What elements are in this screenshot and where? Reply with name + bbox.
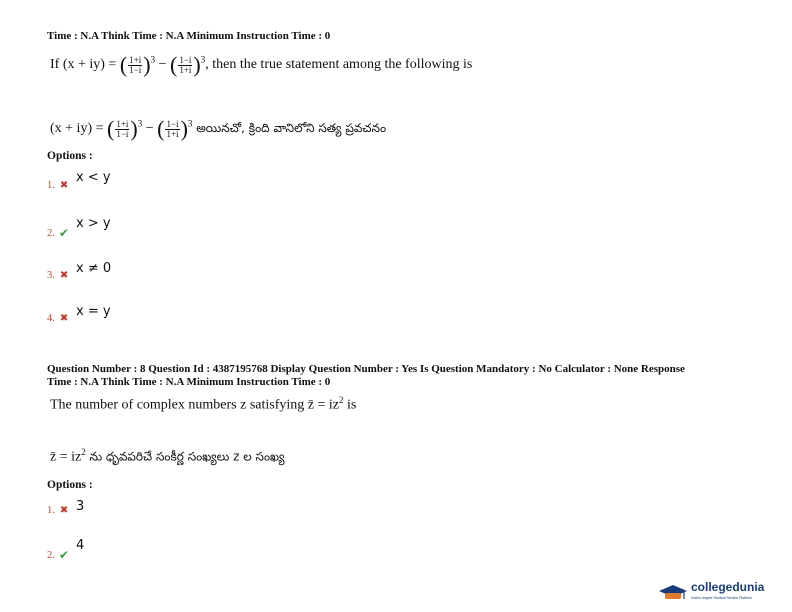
te-frac-a (115, 120, 129, 139)
logo-text: collegedunia (691, 580, 765, 594)
te-frac-a-num: 1+i (116, 118, 129, 129)
q7-meta: Time : N.A Think Time : N.A Minimum Instruction Time : 0 (47, 30, 331, 42)
option-num: 2. (47, 549, 55, 561)
graduation-cap-icon (658, 583, 688, 603)
q8-en-text: The number of complex numbers z satisfying z̄ = iz (50, 397, 339, 413)
check-icon: ✔ (58, 548, 69, 562)
q8-en-sup: 2 (338, 395, 344, 405)
power-b: 3 (200, 54, 206, 65)
wrong-icon: ✖ (59, 505, 69, 516)
q7-en-suffix: , then the true statement among the following is (205, 57, 473, 73)
q7-en-prefix: If (x + iy) = (50, 57, 120, 73)
q7-option-1-number[interactable] (47, 180, 68, 191)
te-power-a: 3 (137, 118, 143, 129)
frac-b-den: 1+i (179, 64, 192, 75)
q7-option-2-value: x > y (76, 216, 111, 231)
q7-te-prefix: (x + iy) = (50, 121, 108, 137)
power-a: 3 (150, 54, 156, 65)
logo-tagline: India's largest Student Review Platform (691, 596, 752, 600)
te-frac-b-den: 1+i (166, 128, 179, 139)
q7-option-3-number[interactable] (47, 270, 68, 281)
q7-telugu: (x + iy) = ( $\frac{1+i}{1-i}$ )$^3$ − ( $\frac{1-i}{1+i}$ )$^3$ అయినచో, క్రింది వానిలోని సత్య ప్రవచనం (50, 116, 387, 141)
q7-option-2-number[interactable] (47, 226, 69, 240)
q8-option-1-value: 3 (76, 499, 85, 514)
q7-option-4-number[interactable] (47, 313, 68, 324)
te-power-b: 3 (187, 118, 193, 129)
q8-english (50, 395, 356, 414)
te-frac-b-num: 1−i (166, 118, 179, 129)
q8-option-1-number[interactable] (47, 505, 68, 516)
check-icon: ✔ (58, 226, 69, 240)
q7-option-4-value: x = y (76, 304, 111, 319)
q8-telugu (50, 447, 284, 467)
q7-option-1-value: x < y (76, 170, 111, 185)
option-num: 2. (47, 227, 55, 239)
option-num: 3. (47, 270, 55, 281)
q7-options-label: Options : (47, 150, 93, 162)
frac-a (128, 56, 142, 75)
q7-te-suffix: అయినచో, క్రింది వానిలోని సత్య ప్రవచనం (192, 121, 387, 136)
wrong-icon: ✖ (59, 180, 69, 191)
q7-english: If (x + iy) = ( $\frac{1+i}{1-i}$ )$^3$ − ( $\frac{1-i}{1+i}$ )$^3$, then the true statement among the following is (50, 52, 473, 77)
q8-te-tail: ను ధృవపరిచే సంకీర్ణ సంఖ్యలు z ల సంఖ్య (85, 449, 285, 464)
q7-option-3-value: x ≠ 0 (76, 261, 112, 276)
wrong-icon: ✖ (59, 313, 69, 324)
q8-te-sup: 2 (81, 447, 86, 457)
q8-meta-line1: Question Number : 8 Question Id : 4387195768 Display Question Number : Yes Is Question Mandatory : No Calculator : None Response (47, 363, 685, 375)
frac-a-num: 1+i (129, 54, 142, 65)
option-num: 1. (47, 180, 55, 191)
minus: − (158, 57, 167, 73)
collegedunia-logo[interactable] (658, 582, 764, 604)
option-num: 1. (47, 505, 55, 516)
q8-te-text: z̄ = iz (50, 449, 82, 465)
frac-b-num: 1−i (179, 54, 192, 65)
q8-en-tail: is (343, 397, 357, 413)
q8-meta-line2: Time : N.A Think Time : N.A Minimum Instruction Time : 0 (47, 376, 331, 388)
frac-b (178, 56, 192, 75)
te-frac-b (165, 120, 179, 139)
q8-option-2-value: 4 (76, 538, 85, 553)
te-minus: − (145, 121, 154, 137)
wrong-icon: ✖ (59, 270, 69, 281)
q8-option-2-number[interactable] (47, 548, 69, 562)
q8-options-label: Options : (47, 479, 93, 491)
te-frac-a-den: 1−i (116, 128, 129, 139)
option-num: 4. (47, 313, 55, 324)
frac-a-den: 1−i (129, 64, 142, 75)
